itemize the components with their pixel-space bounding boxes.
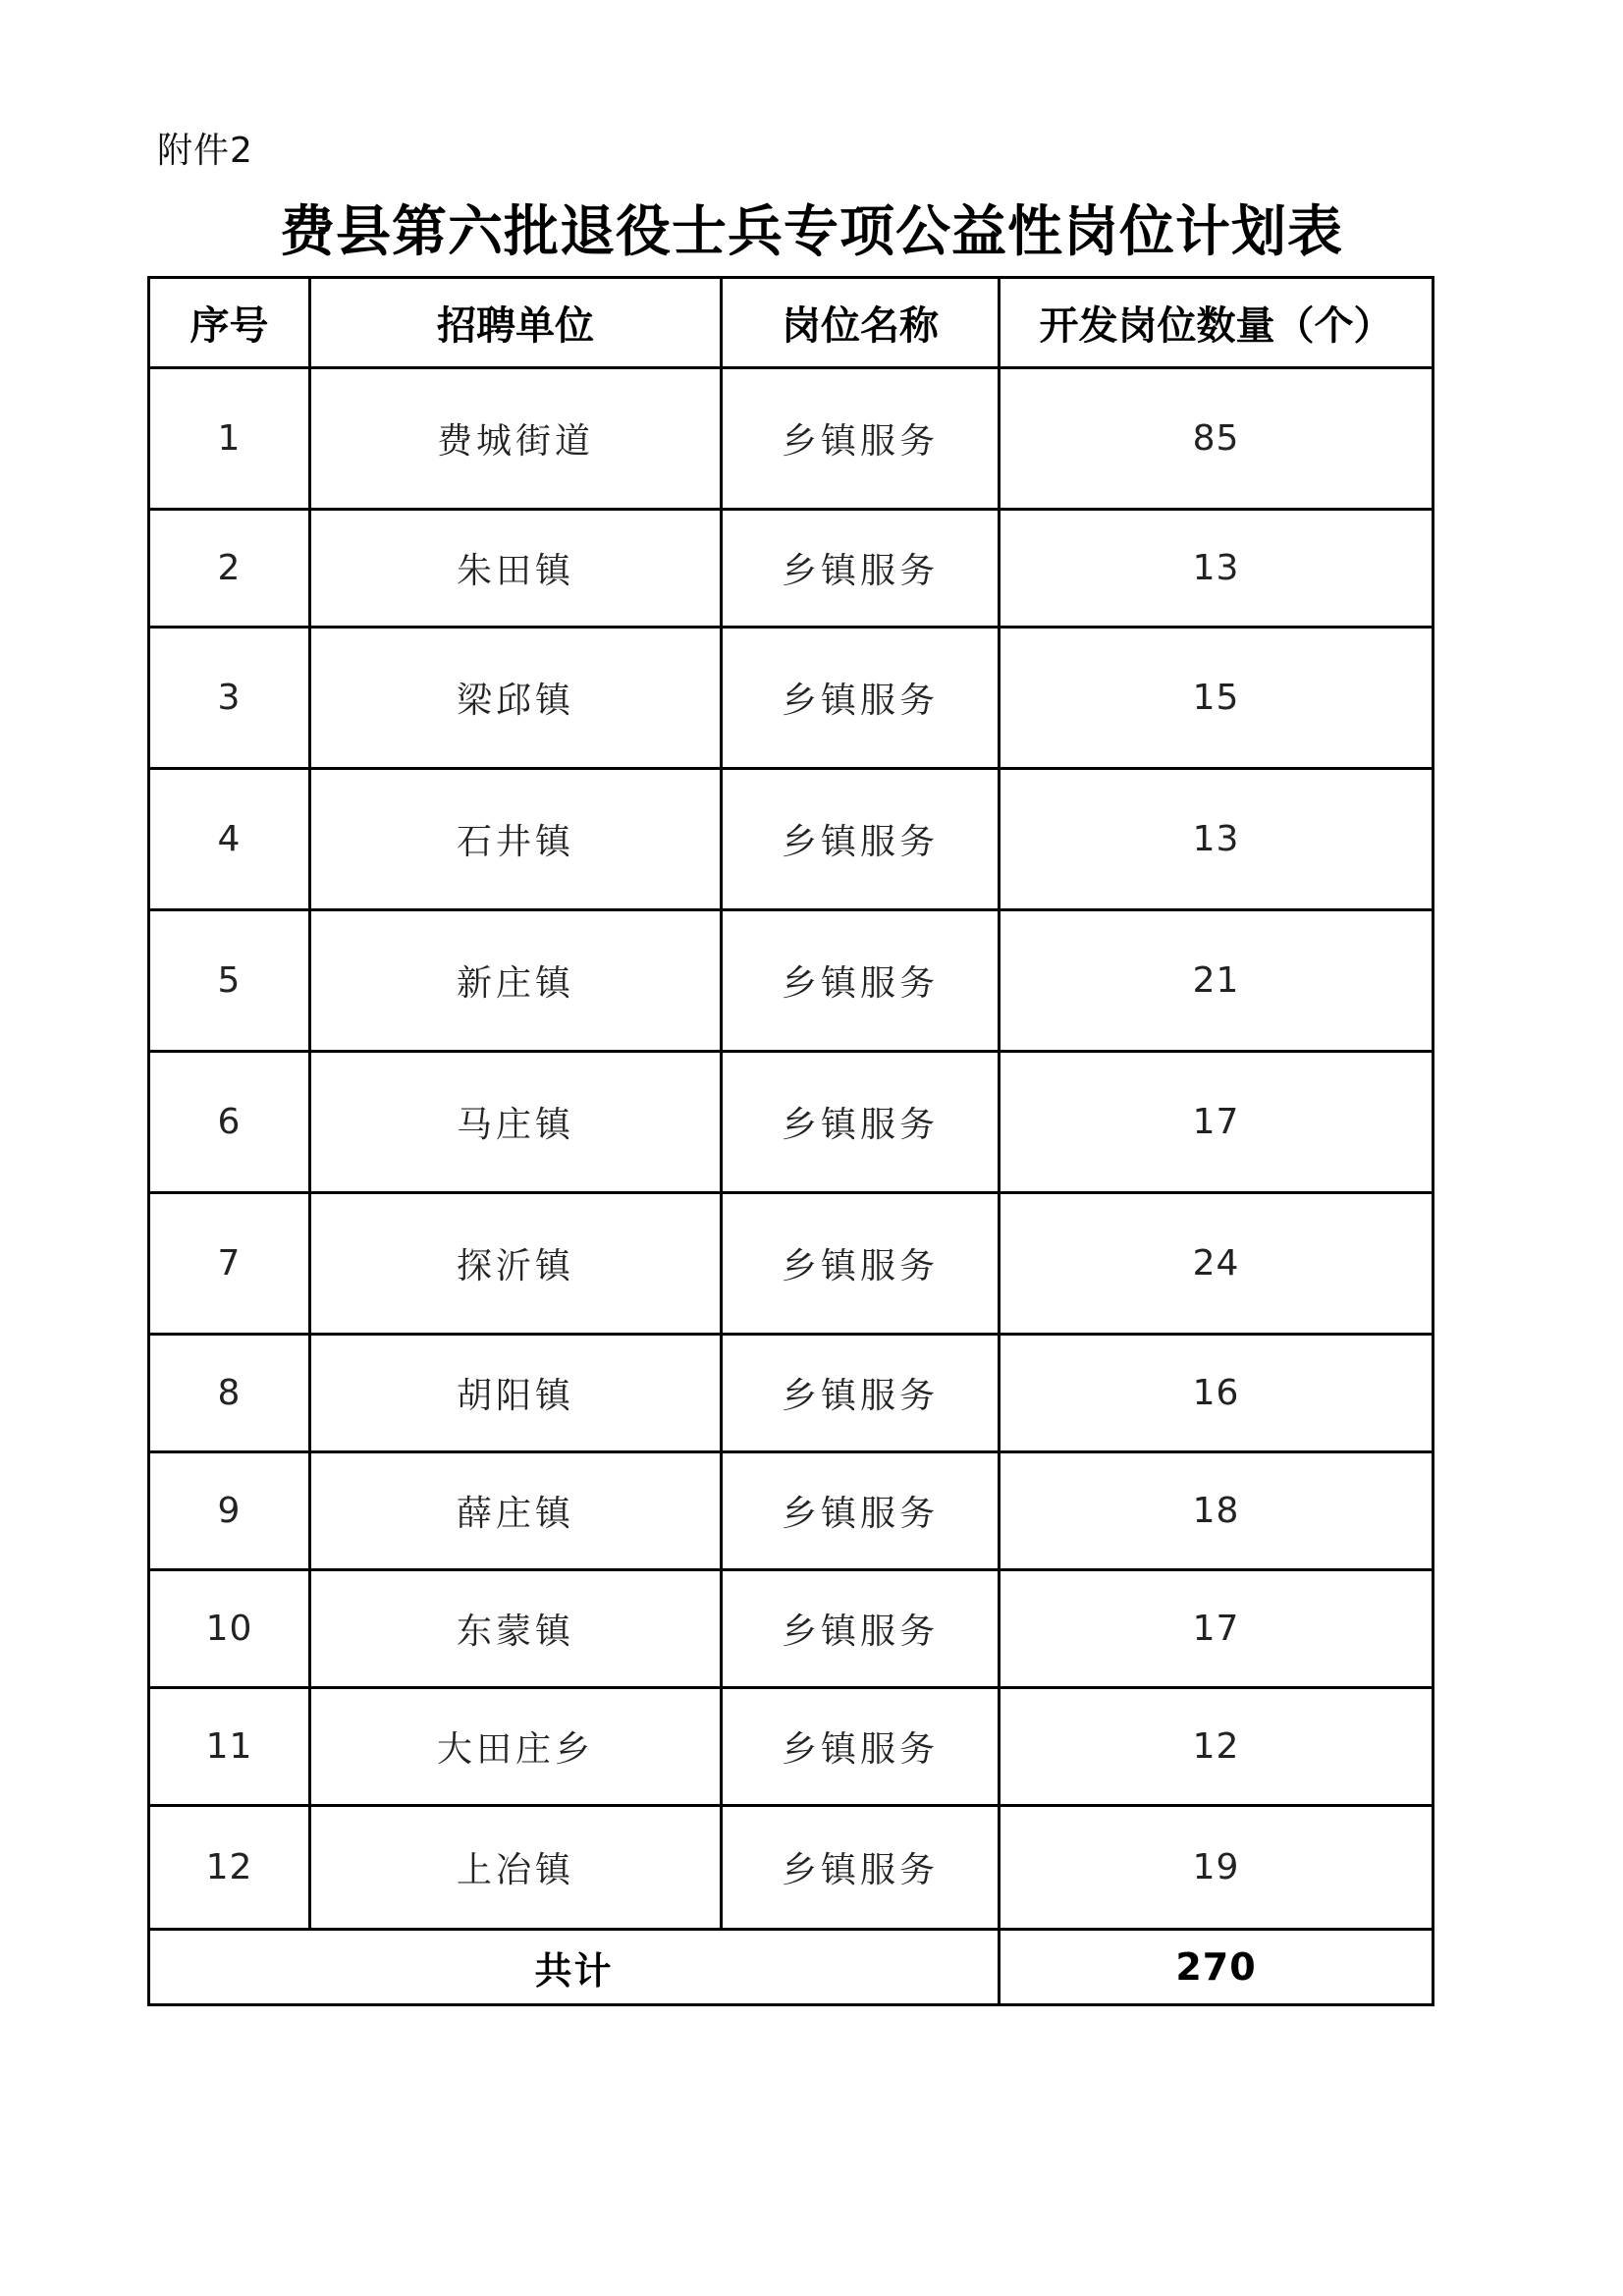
row-unit: 新庄镇 bbox=[310, 910, 722, 1052]
header-unit: 招聘单位 bbox=[310, 278, 722, 368]
row-count: 17 bbox=[1000, 1570, 1434, 1688]
row-position: 乡镇服务 bbox=[722, 510, 1000, 628]
row-unit: 东蒙镇 bbox=[310, 1570, 722, 1688]
row-position: 乡镇服务 bbox=[722, 628, 1000, 769]
row-unit: 朱田镇 bbox=[310, 510, 722, 628]
row-unit: 石井镇 bbox=[310, 769, 722, 910]
row-count: 16 bbox=[1000, 1335, 1434, 1452]
table-row bbox=[149, 769, 1434, 910]
table-row bbox=[149, 1452, 1434, 1570]
row-unit: 马庄镇 bbox=[310, 1052, 722, 1193]
row-position: 乡镇服务 bbox=[722, 1193, 1000, 1335]
table-row bbox=[149, 1806, 1434, 1930]
header-count: 开发岗位数量（个） bbox=[1000, 278, 1434, 368]
row-unit: 费城街道 bbox=[310, 368, 722, 510]
row-unit: 大田庄乡 bbox=[310, 1688, 722, 1806]
row-index: 12 bbox=[149, 1806, 310, 1930]
row-position: 乡镇服务 bbox=[722, 1570, 1000, 1688]
row-count: 85 bbox=[1000, 368, 1434, 510]
total-row bbox=[149, 1930, 1434, 2005]
total-label: 共计 bbox=[149, 1930, 1000, 2005]
row-count: 13 bbox=[1000, 769, 1434, 910]
row-count: 13 bbox=[1000, 510, 1434, 628]
row-index: 11 bbox=[149, 1688, 310, 1806]
row-position: 乡镇服务 bbox=[722, 769, 1000, 910]
row-index: 1 bbox=[149, 368, 310, 510]
row-position: 乡镇服务 bbox=[722, 368, 1000, 510]
row-index: 2 bbox=[149, 510, 310, 628]
row-index: 7 bbox=[149, 1193, 310, 1335]
row-count: 18 bbox=[1000, 1452, 1434, 1570]
row-index: 8 bbox=[149, 1335, 310, 1452]
header-position: 岗位名称 bbox=[722, 278, 1000, 368]
row-unit: 上冶镇 bbox=[310, 1806, 722, 1930]
row-position: 乡镇服务 bbox=[722, 1452, 1000, 1570]
row-index: 10 bbox=[149, 1570, 310, 1688]
row-index: 5 bbox=[149, 910, 310, 1052]
row-position: 乡镇服务 bbox=[722, 1806, 1000, 1930]
row-position: 乡镇服务 bbox=[722, 1052, 1000, 1193]
row-count: 17 bbox=[1000, 1052, 1434, 1193]
table-row bbox=[149, 510, 1434, 628]
total-count: 270 bbox=[1000, 1930, 1434, 2005]
row-unit: 探沂镇 bbox=[310, 1193, 722, 1335]
table-row bbox=[149, 1193, 1434, 1335]
row-index: 3 bbox=[149, 628, 310, 769]
row-index: 9 bbox=[149, 1452, 310, 1570]
row-position: 乡镇服务 bbox=[722, 910, 1000, 1052]
row-unit: 薛庄镇 bbox=[310, 1452, 722, 1570]
row-index: 6 bbox=[149, 1052, 310, 1193]
row-count: 19 bbox=[1000, 1806, 1434, 1930]
attachment-label: 附件2 bbox=[157, 131, 253, 171]
row-index: 4 bbox=[149, 769, 310, 910]
document-title: 费县第六批退役士兵专项公益性岗位计划表 bbox=[280, 199, 1343, 264]
table-row bbox=[149, 1688, 1434, 1806]
table-row bbox=[149, 1052, 1434, 1193]
table-row bbox=[149, 368, 1434, 510]
table-row bbox=[149, 628, 1434, 769]
table-row bbox=[149, 1335, 1434, 1452]
row-count: 21 bbox=[1000, 910, 1434, 1052]
table-row bbox=[149, 1570, 1434, 1688]
row-position: 乡镇服务 bbox=[722, 1688, 1000, 1806]
row-unit: 胡阳镇 bbox=[310, 1335, 722, 1452]
row-position: 乡镇服务 bbox=[722, 1335, 1000, 1452]
row-unit: 梁邱镇 bbox=[310, 628, 722, 769]
row-count: 24 bbox=[1000, 1193, 1434, 1335]
table-header-row bbox=[149, 278, 1434, 368]
header-index: 序号 bbox=[149, 278, 310, 368]
table-row bbox=[149, 910, 1434, 1052]
position-plan-table bbox=[147, 276, 1434, 2006]
row-count: 15 bbox=[1000, 628, 1434, 769]
row-count: 12 bbox=[1000, 1688, 1434, 1806]
